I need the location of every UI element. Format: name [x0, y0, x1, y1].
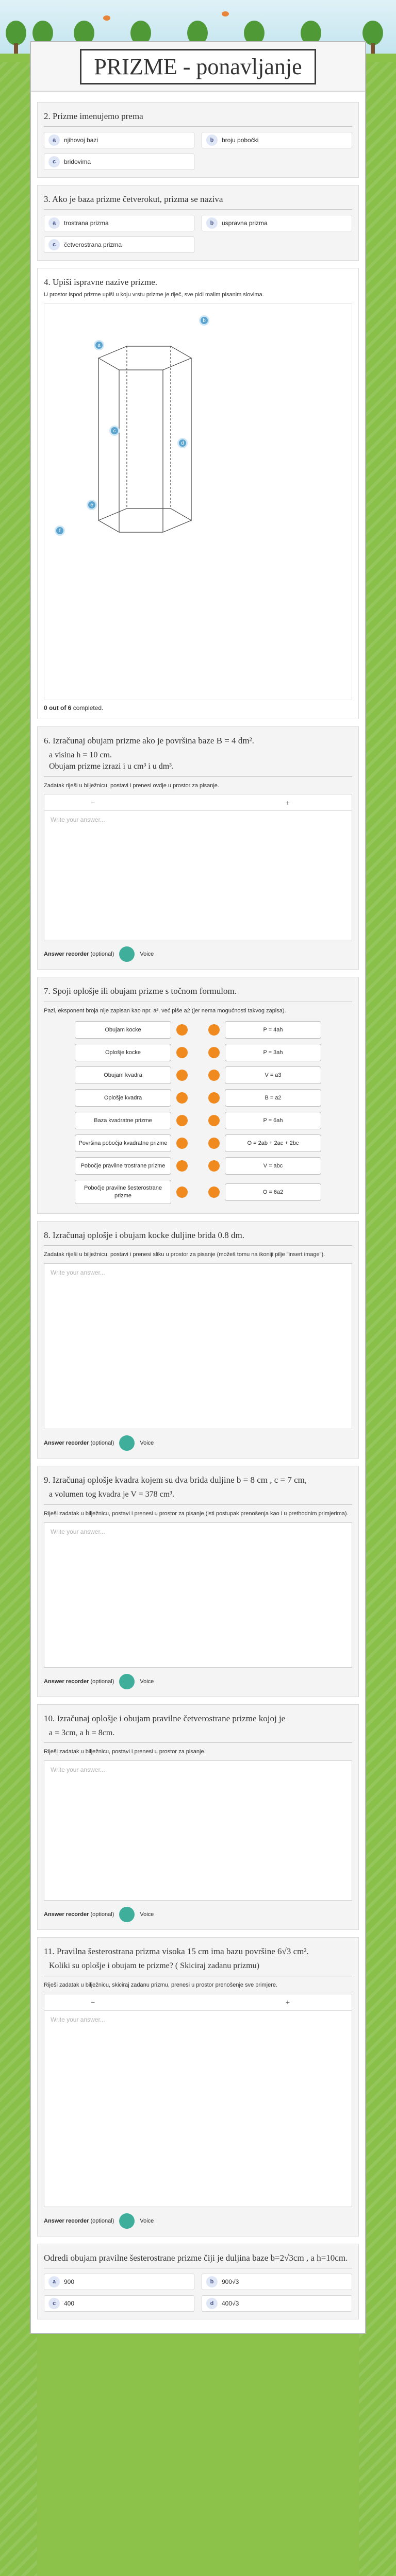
question-title: 2. Prizme imenujemo prema	[44, 111, 143, 121]
connector-dot[interactable]	[208, 1115, 220, 1126]
match-item: Obujam kvadra	[75, 1066, 171, 1084]
option-badge: c	[48, 156, 60, 167]
connector-dot[interactable]	[176, 1047, 188, 1058]
match-item: V = a3	[225, 1066, 321, 1084]
option-label: broju pobočki	[222, 137, 259, 144]
connector-dot[interactable]	[208, 1138, 220, 1149]
completion-status	[44, 704, 352, 711]
connector-dot[interactable]	[176, 1138, 188, 1149]
question-3	[37, 185, 359, 261]
matching-board	[44, 1019, 352, 1206]
option-c[interactable]	[44, 2295, 194, 2312]
recorder-optional: (optional)	[90, 2217, 114, 2224]
connector-dot[interactable]	[208, 1047, 220, 1058]
recorder-optional: (optional)	[90, 951, 114, 958]
match-left-7[interactable]	[75, 1157, 188, 1175]
question-7	[37, 977, 359, 1214]
option-badge: c	[48, 2298, 60, 2309]
option-badge: c	[48, 239, 60, 250]
page-title: PRIZME - ponavljanje	[80, 49, 316, 84]
hotspot-f[interactable]: f	[55, 526, 65, 536]
match-item: O = 6a2	[225, 1183, 321, 1201]
answer-recorder	[44, 946, 352, 962]
match-left-5[interactable]	[75, 1112, 188, 1129]
match-right-5[interactable]	[208, 1112, 321, 1129]
match-left-3[interactable]	[75, 1066, 188, 1084]
option-a[interactable]	[44, 132, 194, 148]
connector-dot[interactable]	[176, 1160, 188, 1172]
option-badge: a	[48, 2276, 60, 2287]
match-item: O = 2ab + 2ac + 2bc	[225, 1134, 321, 1152]
connector-dot[interactable]	[176, 1092, 188, 1104]
recorder-label: Answer recorder	[44, 1911, 89, 1918]
match-right-2[interactable]	[208, 1044, 321, 1061]
question-line: a = 3cm, a h = 8cm.	[49, 1728, 115, 1737]
match-item: P = 4ah	[225, 1021, 321, 1039]
recorder-optional: (optional)	[90, 1911, 114, 1918]
option-label: bridovima	[64, 158, 91, 166]
recorder-optional: (optional)	[90, 1678, 114, 1685]
match-left-8[interactable]	[75, 1180, 188, 1204]
option-b[interactable]	[202, 215, 352, 231]
toolbar-plus[interactable]: +	[285, 1998, 290, 2007]
editor-toolbar	[44, 794, 352, 811]
connector-dot[interactable]	[208, 1070, 220, 1081]
question-title: 3. Ako je baza prizme četverokut, prizma se naziva	[44, 194, 223, 205]
match-item: Pobočje pravilne šesterostrane prizme	[75, 1180, 171, 1204]
question-line: a volumen tog kvadra je V = 378 cm³.	[49, 1490, 174, 1499]
connector-dot[interactable]	[208, 1160, 220, 1172]
question-line: Koliki su oplošje i obujam te prizme? ( Skiciraj zadanu prizmu)	[49, 1961, 259, 1971]
record-voice-button[interactable]	[119, 1674, 135, 1689]
bird-icon	[103, 15, 110, 21]
options	[44, 2274, 352, 2312]
question-title: 6. Izračunaj obujam prizme ako je površina baze B = 4 dm².	[44, 736, 254, 746]
answer-input[interactable]: Write your answer...	[51, 1528, 105, 1535]
question-11	[37, 1937, 359, 2236]
option-b[interactable]	[202, 132, 352, 148]
answer-recorder	[44, 1674, 352, 1689]
match-item: P = 6ah	[225, 1112, 321, 1129]
match-right-3[interactable]	[208, 1066, 321, 1084]
options	[44, 215, 352, 253]
question-2	[37, 102, 359, 178]
match-item: V = abc	[225, 1157, 321, 1175]
record-voice-button[interactable]	[119, 1907, 135, 1922]
question-title: 9. Izračunaj oplošje kvadra kojem su dva brida duljine b = 8 cm , c = 7 cm,	[44, 1475, 307, 1485]
match-item: B = a2	[225, 1089, 321, 1107]
hotspot-c[interactable]: c	[109, 426, 120, 436]
answer-input[interactable]: Write your answer...	[51, 816, 105, 824]
option-a[interactable]	[44, 215, 194, 231]
recorder-type: Voice	[140, 2217, 154, 2224]
answer-recorder	[44, 1435, 352, 1451]
option-c[interactable]	[44, 154, 194, 170]
question-title: 7. Spoji oplošje ili obujam prizme s točnom formulom.	[44, 986, 237, 996]
connector-dot[interactable]	[176, 1187, 188, 1198]
question-instruction: Riješi zadatak u bilježnicu, postavi i prenesi u prostor za pisanje.	[44, 1749, 206, 1755]
answer-recorder	[44, 1907, 352, 1922]
toolbar-minus[interactable]: −	[91, 1998, 95, 2007]
bird-icon	[222, 11, 229, 16]
question-title: Odredi obujam pravilne šesterostrane prizme čiji je duljina baze b=2√3cm , a h=10cm.	[44, 2252, 348, 2263]
question-line: Obujam prizme izrazi i u cm³ i u dm³.	[49, 761, 174, 771]
answer-input[interactable]: Write your answer...	[51, 1766, 105, 1774]
question-6	[37, 726, 359, 970]
recorder-type: Voice	[140, 1911, 154, 1918]
question-9	[37, 1466, 359, 1697]
option-c[interactable]	[44, 236, 194, 253]
question-title: 4. Upiši ispravne nazive prizme.	[44, 277, 157, 287]
option-label: uspravna prizma	[222, 219, 268, 227]
completed-count: 0 out of 6	[44, 704, 72, 712]
option-label: četverostrana prizma	[64, 241, 122, 249]
match-item: Pobočje pravilne trostrane prizme	[75, 1157, 171, 1175]
hotspot-b[interactable]: b	[199, 315, 209, 326]
match-left-1[interactable]	[75, 1021, 188, 1039]
answer-editor	[44, 1760, 352, 1901]
match-right-8[interactable]	[208, 1180, 321, 1204]
editor-toolbar	[44, 1994, 352, 2011]
record-voice-button[interactable]	[119, 2213, 135, 2229]
connector-dot[interactable]	[176, 1115, 188, 1126]
match-item: P = 3ah	[225, 1044, 321, 1061]
worksheet	[30, 41, 366, 2334]
option-label: 900	[64, 2278, 75, 2286]
recorder-label: Answer recorder	[44, 1678, 89, 1685]
option-badge: a	[48, 134, 60, 146]
question-instruction: Riješi zadatak u bilježnicu, postavi i prenesi u prostor za pisanje (isti postupak prenošenja kao i u prethodnim primjerima).	[44, 1510, 349, 1517]
answer-input[interactable]: Write your answer...	[51, 2015, 105, 2023]
connector-dot[interactable]	[208, 1024, 220, 1036]
record-voice-button[interactable]	[119, 946, 135, 962]
question-instruction: U prostor ispod prizme upiši u koju vrstu prizme je riječ, sve pidi malim pisanim slovima.	[44, 292, 264, 298]
answer-editor	[44, 1263, 352, 1429]
answer-editor	[44, 1994, 352, 2207]
hotspot-a[interactable]: a	[94, 340, 104, 350]
match-item: Površina pobočja kvadratne prizme	[75, 1134, 171, 1152]
labeling-canvas	[44, 303, 352, 700]
answer-recorder	[44, 2213, 352, 2229]
title-bar	[31, 42, 365, 92]
connector-dot[interactable]	[208, 1187, 220, 1198]
question-instruction: Zadatak riješi u bilježnicu, postavi i prenesi sliku u prostor za pisanje (možeš tomu na ikoniji pilje "insert image").	[44, 1251, 325, 1258]
option-a[interactable]	[44, 2274, 194, 2290]
recorder-label: Answer recorder	[44, 1440, 89, 1447]
match-right-4[interactable]	[208, 1089, 321, 1107]
match-item: Oplošje kvadra	[75, 1089, 171, 1107]
match-left-6[interactable]	[75, 1134, 188, 1152]
option-badge: b	[206, 2276, 218, 2287]
recorder-label: Answer recorder	[44, 951, 89, 958]
recorder-type: Voice	[140, 1678, 154, 1685]
question-title: 10. Izračunaj oplošje i obujam pravilne četverostrane prizme kojoj je	[44, 1713, 286, 1723]
question-12	[37, 2244, 359, 2319]
recorder-label: Answer recorder	[44, 2217, 89, 2224]
options	[44, 132, 352, 170]
connector-dot[interactable]	[176, 1024, 188, 1036]
question-4	[37, 268, 359, 719]
answer-input[interactable]: Write your answer...	[51, 1269, 105, 1277]
match-right-6[interactable]	[208, 1134, 321, 1152]
connector-dot[interactable]	[208, 1092, 220, 1104]
tree-icon	[4, 21, 28, 57]
question-title: 11. Pravilna šesterostrana prizma visoka 15 cm ima bazu površine 6√3 cm².	[44, 1946, 309, 1957]
match-left-4[interactable]	[75, 1089, 188, 1107]
option-label: trostrana prizma	[64, 219, 109, 227]
recorder-optional: (optional)	[90, 1440, 114, 1447]
match-item: Baza kvadratne prizme	[75, 1112, 171, 1129]
record-voice-button[interactable]	[119, 1435, 135, 1451]
match-item: Obujam kocke	[75, 1021, 171, 1039]
match-left-2[interactable]	[75, 1044, 188, 1061]
question-8	[37, 1221, 359, 1459]
toolbar-plus[interactable]: +	[285, 798, 290, 807]
option-badge: d	[206, 2298, 218, 2309]
question-10	[37, 1704, 359, 1930]
option-label: 400√3	[222, 2300, 239, 2308]
option-badge: b	[206, 217, 218, 229]
match-right-1[interactable]	[208, 1021, 321, 1039]
match-right-7[interactable]	[208, 1157, 321, 1175]
option-label: 900√3	[222, 2278, 239, 2286]
option-label: 400	[64, 2300, 75, 2308]
option-badge: b	[206, 134, 218, 146]
answer-editor	[44, 794, 352, 940]
option-d[interactable]	[202, 2295, 352, 2312]
question-title: 8. Izračunaj oplošje i obujam kocke duljine brida 0.8 dm.	[44, 1230, 245, 1241]
answer-editor	[44, 1522, 352, 1668]
completed-suffix: completed.	[73, 704, 104, 712]
hotspot-d[interactable]: d	[177, 438, 188, 448]
option-b[interactable]	[202, 2274, 352, 2290]
recorder-type: Voice	[140, 1440, 154, 1447]
question-instruction: Riješi zadatak u bilježnicu, skiciraj zadanu prizmu, prenesi u prostor prenošenje sve primjere.	[44, 1982, 278, 1989]
question-instruction: Zadatak riješi u bilježnicu, postavi i prenesi ovdje u prostor za pisanje.	[44, 782, 219, 789]
question-line: a visina h = 10 cm.	[49, 751, 112, 760]
connector-dot[interactable]	[176, 1070, 188, 1081]
option-label: njihovoj bazi	[64, 137, 98, 144]
match-item: Oplošje kocke	[75, 1044, 171, 1061]
toolbar-minus[interactable]: −	[91, 798, 95, 807]
hotspot-e[interactable]: e	[87, 500, 97, 510]
question-instruction: Pazi, eksponent broja nije zapisan kao npr. a², već piše a2 (jer nema mogućnosti takvog zapisa).	[44, 1007, 286, 1014]
option-badge: a	[48, 217, 60, 229]
recorder-type: Voice	[140, 951, 154, 958]
